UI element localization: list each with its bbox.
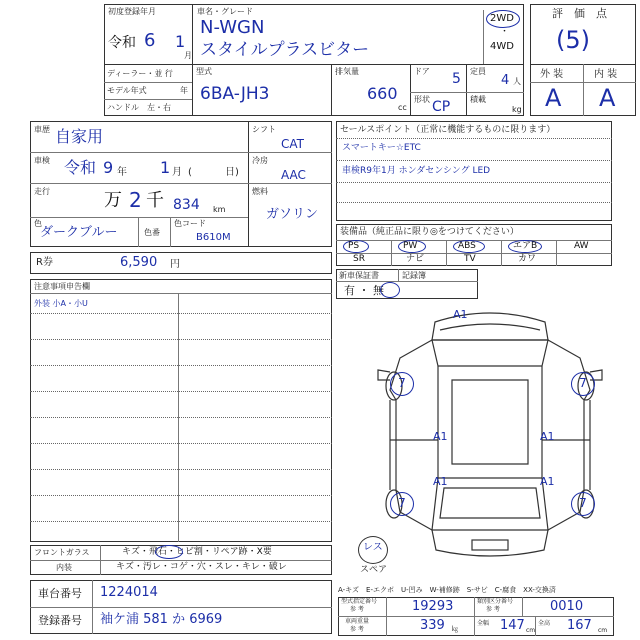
damage-mark-right-rear-door: A1 [540, 475, 555, 488]
divider [338, 616, 614, 617]
cc-label: 排気量 [335, 67, 359, 76]
equipment-ps: PS [348, 241, 360, 251]
equipment-pw: PW [403, 241, 418, 251]
divider [391, 240, 392, 266]
shape-value: CP [432, 99, 451, 115]
windshield-chip-circle [155, 545, 183, 559]
model-year-label: モデル年式 [107, 86, 147, 95]
first-reg-month: 1 [175, 32, 186, 51]
interior-condition-value: キズ・汚レ・コゲ・穴・スレ・キレ・破レ [116, 562, 287, 572]
recycle-unit: 円 [170, 259, 180, 270]
interior-value: A [599, 84, 616, 112]
weight-sub: 参 考 [350, 626, 364, 633]
capacity-value: 4 [501, 73, 510, 88]
shift-label: シフト [252, 125, 276, 134]
shaken-day-open: ( [188, 167, 192, 178]
notes-title: 注意事項申告欄 [34, 282, 90, 291]
width-value: 147 [500, 618, 525, 633]
sales-points-title: セールスポイント（正常に機能するものに限ります） [340, 125, 556, 135]
car-name-label: 車名・グレード [197, 7, 253, 16]
divider [336, 182, 612, 183]
chassis-label: 車台番号 [38, 587, 82, 600]
spare-handwritten: レス [363, 542, 383, 553]
handle-label: ハンドル 左・右 [107, 103, 171, 112]
record-book-label: 記録簿 [402, 271, 426, 280]
width-unit: cm [526, 627, 536, 634]
notes-ruled-line [30, 313, 332, 314]
model-designation-sub: 参 考 [350, 606, 364, 613]
cc-unit: cc [398, 103, 407, 112]
damage-mark-front: A1 [453, 308, 468, 321]
equipment-aw: AW [574, 241, 589, 251]
damage-mark-left-rear-door: A1 [433, 475, 448, 488]
weight-label: 車両重量 [345, 618, 370, 625]
registration-value: 袖ケ浦 581 か 6969 [100, 612, 223, 627]
notes-ruled-line [30, 495, 332, 496]
mileage-man: 万 [104, 190, 122, 211]
divider [104, 82, 192, 83]
divider [386, 597, 387, 636]
shaken-year-unit: 年 [117, 167, 127, 178]
exterior-label: 外 装 [540, 69, 564, 80]
equipment-sr: SR [353, 254, 365, 264]
equipment-airbag: エアB [513, 241, 538, 251]
exterior-value: A [545, 84, 562, 112]
model-designation-value: 19293 [412, 599, 454, 614]
height-unit: cm [598, 627, 608, 634]
damage-mark-left-front-wheel: 7 [390, 372, 414, 396]
equipment-navi: ナビ [406, 254, 425, 264]
equipment-title: 装備品（純正品に限り◎をつけてください） [340, 227, 519, 237]
usage-value: 自家用 [55, 127, 104, 146]
grade: スタイルプラスビター [200, 40, 370, 60]
notes-line-1: 外装 小A・小U [34, 299, 88, 308]
divider [30, 183, 248, 184]
mileage-label: 走行 [34, 187, 50, 196]
evaluation-score: (5) [556, 26, 590, 54]
warranty-value: 有 ・ 無 [344, 284, 384, 297]
weight-unit: ㎏ [452, 626, 459, 633]
fuel-value: ガソリン [266, 207, 319, 222]
month-unit: 月 [184, 51, 192, 60]
chassis-value: 1224014 [100, 585, 158, 600]
warranty-none-circle [380, 282, 400, 298]
windshield-label: フロントガラス [34, 548, 90, 557]
dealer-label: ディーラー・並 行 [107, 69, 173, 78]
shaken-year: 9 [103, 158, 114, 177]
sales-point-line-1: スマートキー☆ETC [342, 143, 421, 153]
capacity-label: 定員 [470, 67, 486, 76]
mileage-sen: 千 [146, 190, 164, 211]
height-label: 全高 [538, 620, 551, 627]
shaken-label: 車検 [34, 156, 50, 165]
first-reg-year: 6 [144, 30, 156, 51]
recycle-value: 6,590 [120, 255, 158, 270]
car-name: N-WGN [200, 17, 265, 38]
load-unit: kg [512, 105, 522, 114]
notes-ruled-line [30, 391, 332, 392]
divider [522, 597, 523, 616]
divider [466, 64, 467, 116]
registration-label: 登録番号 [38, 614, 82, 627]
sales-point-line-2: 車検R9年1月 ホンダセンシング LED [342, 166, 491, 176]
divider [30, 293, 332, 294]
type-label: 型式 [196, 67, 212, 76]
divider [398, 269, 399, 281]
divider [556, 240, 557, 266]
fuel-label: 燃料 [252, 187, 268, 196]
divider [483, 10, 484, 64]
usage-label: 車歴 [34, 125, 50, 134]
load-label: 積載 [470, 95, 486, 104]
category-value: 0010 [550, 599, 584, 614]
divider [410, 64, 411, 116]
first-reg-label: 初度登録年月 [108, 7, 156, 16]
category-label: 類別区分番号 [477, 598, 514, 605]
category-sub: 参 考 [486, 606, 500, 613]
divider [248, 121, 249, 247]
divider [192, 64, 193, 116]
divider [501, 240, 502, 266]
damage-mark-right-front-door: A1 [540, 430, 555, 443]
drive-2wd: 2WD [490, 13, 514, 24]
damage-mark-left-front-door: A1 [433, 430, 448, 443]
divider [100, 545, 101, 575]
divider [92, 580, 93, 634]
car-diagram [360, 300, 620, 570]
mileage-sen-value: 2 [129, 188, 142, 212]
notes-section [30, 279, 332, 542]
ac-value: AAC [281, 168, 306, 182]
divider [336, 160, 612, 161]
equipment-abs: ABS [458, 241, 476, 251]
divider [104, 99, 192, 100]
drive-4wd: 4WD [490, 41, 514, 52]
notes-ruled-line [30, 339, 332, 340]
divider [192, 4, 193, 64]
color-label: 色 [34, 219, 42, 228]
divider [30, 217, 248, 218]
divider [583, 64, 584, 116]
cc-value: 660 [367, 84, 398, 103]
divider [446, 240, 447, 266]
divider [248, 183, 332, 184]
new-car-warranty-label: 新車保証書 [339, 271, 379, 280]
divider [248, 152, 332, 153]
color-code-label: 色コード [174, 219, 206, 228]
shape-label: 形状 [414, 95, 430, 104]
equipment-tv: TV [464, 254, 476, 264]
damage-mark-right-rear-wheel: 7 [571, 492, 595, 516]
ac-label: 冷房 [252, 156, 268, 165]
car-outline-svg [360, 300, 620, 570]
evaluation-label: 評 価 点 [552, 7, 607, 20]
divider [331, 64, 332, 116]
divider [336, 202, 612, 203]
shaken-era: 令和 [64, 158, 97, 177]
recycle-label: R券 [36, 257, 53, 268]
divider [474, 597, 475, 636]
divider [410, 92, 524, 93]
equipment-leather: カワ [518, 254, 537, 264]
shift-value: CAT [281, 137, 304, 151]
divider [104, 64, 524, 65]
divider [30, 152, 248, 153]
color-no-label: 色番 [144, 228, 160, 237]
model-designation-label: 型式指定番号 [341, 598, 378, 605]
divider [336, 281, 478, 282]
width-label: 全幅 [477, 620, 490, 627]
notes-ruled-line [30, 365, 332, 366]
recycle-section [30, 252, 332, 274]
damage-legend: A-キズ E-エクボ U-凹み W-補修跡 S-サビ C-腐食 XX-交換済 [338, 586, 556, 594]
damage-mark-left-rear-wheel: 7 [390, 492, 414, 516]
shaken-month-unit: 月 [172, 167, 182, 178]
first-reg-era: 令和 [108, 35, 136, 51]
mileage-rest: 834 [173, 197, 200, 213]
notes-ruled-line [30, 521, 332, 522]
divider [30, 560, 332, 561]
divider [170, 217, 171, 247]
divider [30, 607, 332, 608]
spare-label: スペア [360, 565, 388, 575]
type-value: 6BA-JH3 [200, 84, 270, 104]
weight-value: 339 [420, 618, 445, 633]
notes-ruled-line [30, 469, 332, 470]
capacity-unit: 人 [513, 77, 521, 86]
notes-ruled-line [30, 417, 332, 418]
door-value: 5 [452, 71, 461, 87]
windshield-value: キズ・飛石・ヒビ割・リペア跡・X要 [122, 547, 272, 557]
km-unit: km [213, 205, 226, 214]
interior-label: 内 装 [594, 69, 618, 80]
damage-mark-right-front-wheel: 7 [571, 372, 595, 396]
year-unit: 年 [180, 86, 188, 95]
door-label: ドア [414, 67, 430, 76]
drive-dot: ・ [500, 27, 510, 37]
height-value: 167 [567, 618, 592, 633]
shaken-month: 1 [160, 158, 171, 177]
color-code: B610M [196, 232, 231, 243]
shaken-day-close: 日) [225, 167, 239, 178]
divider [336, 138, 612, 139]
divider [138, 217, 139, 247]
interior-condition-label: 内装 [56, 563, 72, 572]
color-value: ダークブルー [40, 225, 118, 240]
notes-ruled-line [30, 443, 332, 444]
